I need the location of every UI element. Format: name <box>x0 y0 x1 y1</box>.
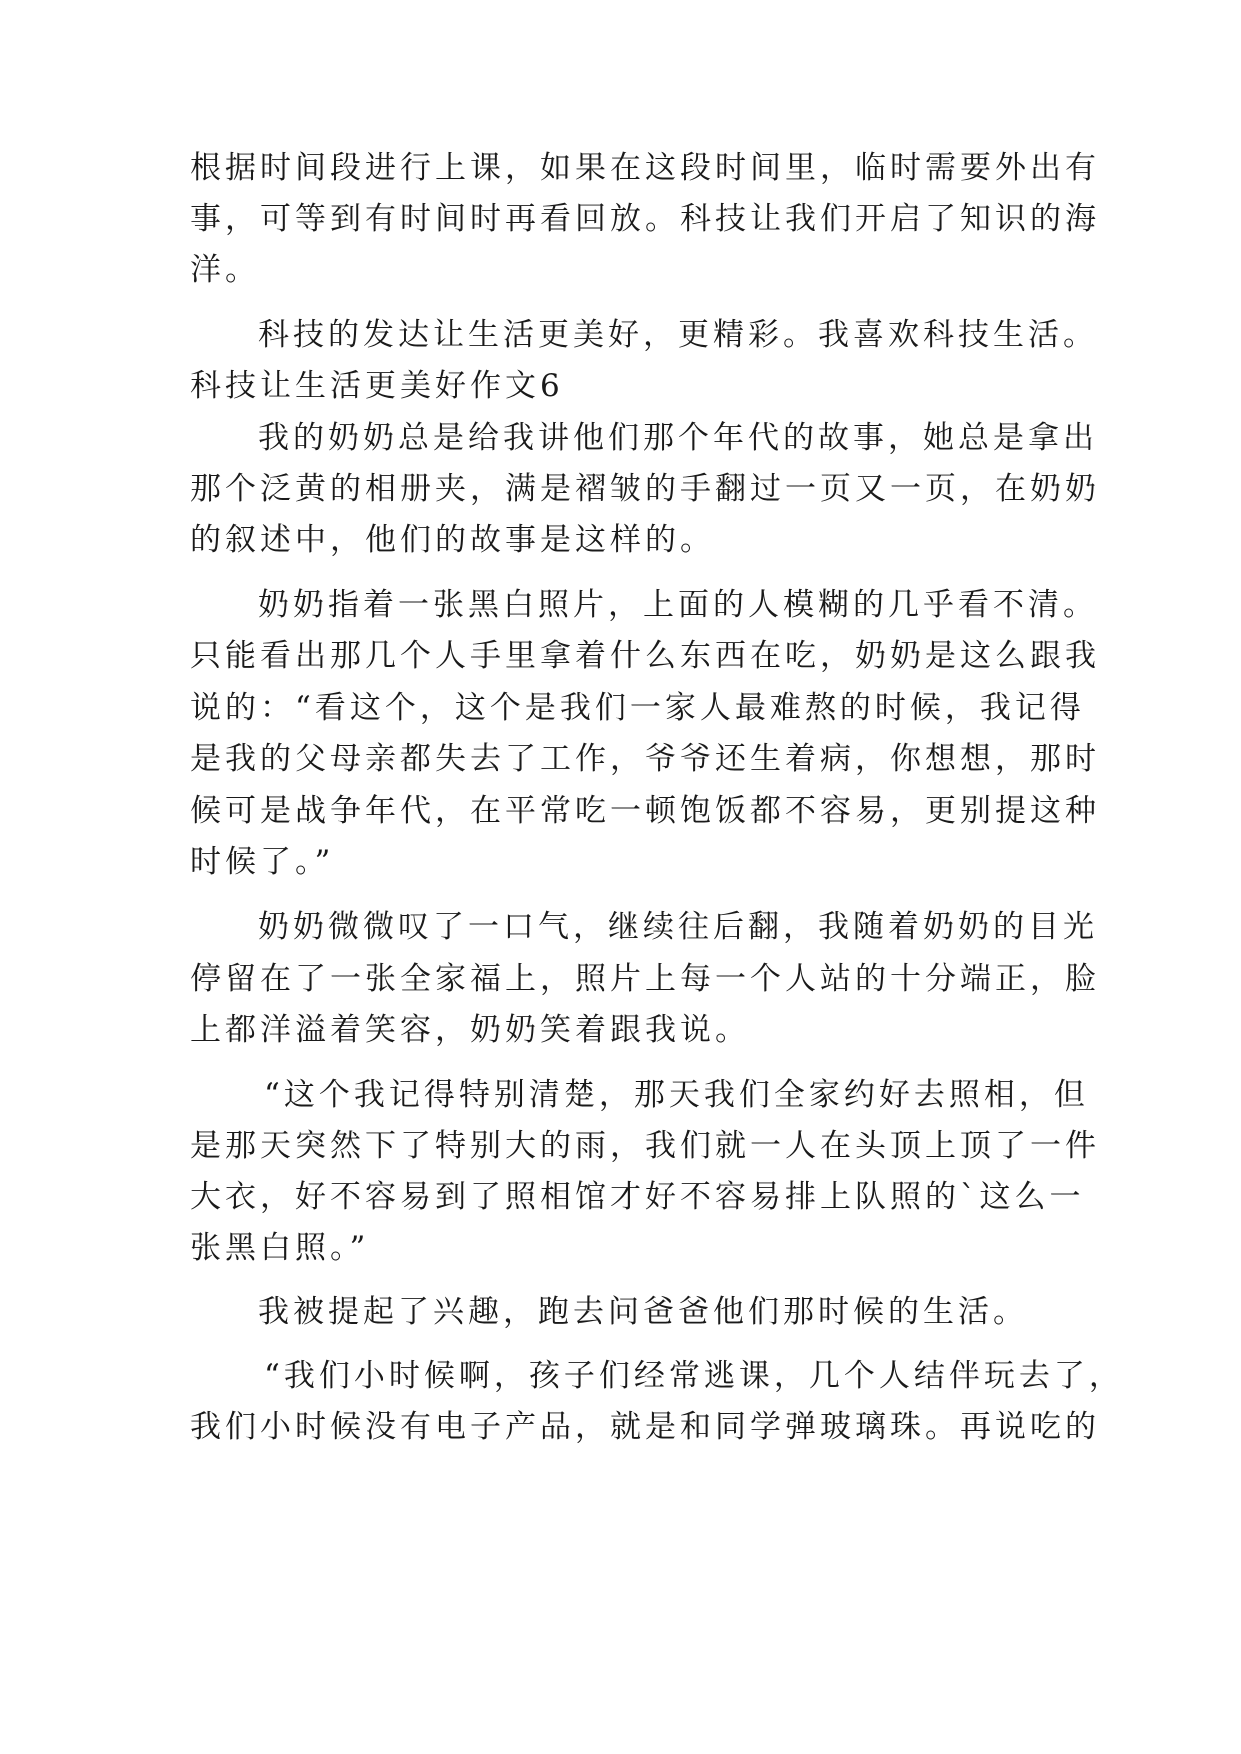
text-line: 的叙述中，他们的故事是这样的。 <box>190 522 715 558</box>
text-line: 候可是战争年代，在平常吃一顿饱饭都不容易，更别提这种 <box>190 793 1100 829</box>
text-line: 事，可等到有时间时再看回放。科技让我们开启了知识的海 <box>190 201 1100 237</box>
text-line: 停留在了一张全家福上，照片上每一个人站的十分端正，脸 <box>190 961 1100 997</box>
text-line: 说的：“看这个，这个是我们一家人最难熬的时候，我记得 <box>190 690 1085 726</box>
text-line: 我被提起了兴趣，跑去问爸爸他们那时候的生活。 <box>258 1294 1028 1330</box>
text-line: 奶奶指着一张黑白照片，上面的人模糊的几乎看不清。 <box>258 587 1098 623</box>
text-line: 是我的父母亲都失去了工作，爷爷还生着病，你想想，那时 <box>190 741 1100 777</box>
section-heading: 科技让生活更美好作文6 <box>190 368 564 404</box>
text-line: 张黑白照。” <box>190 1230 370 1266</box>
text-line: 大衣，好不容易到了照相馆才好不容易排上队照的`这么一 <box>190 1179 1085 1215</box>
text-line: 科技的发达让生活更美好，更精彩。我喜欢科技生活。 <box>258 317 1098 353</box>
text-line: 洋。 <box>190 252 260 288</box>
text-line: 是那天突然下了特别大的雨，我们就一人在头顶上顶了一件 <box>190 1128 1100 1164</box>
text-line: 只能看出那几个人手里拿着什么东西在吃，奶奶是这么跟我 <box>190 638 1100 674</box>
text-line: 时候了。” <box>190 844 335 880</box>
text-line: “这个我记得特别清楚，那天我们全家约好去照相，但 <box>264 1077 1089 1113</box>
text-line: 奶奶微微叹了一口气，继续往后翻，我随着奶奶的目光 <box>258 909 1098 945</box>
text-line: “我们小时候啊，孩子们经常逃课，几个人结伴玩去了， <box>264 1358 1124 1394</box>
text-line: 我们小时候没有电子产品，就是和同学弹玻璃珠。再说吃的 <box>190 1409 1100 1445</box>
text-line: 我的奶奶总是给我讲他们那个年代的故事，她总是拿出 <box>258 420 1098 456</box>
text-line: 上都洋溢着笑容，奶奶笑着跟我说。 <box>190 1012 750 1048</box>
text-line: 根据时间段进行上课，如果在这段时间里，临时需要外出有 <box>190 150 1100 186</box>
text-line: 那个泛黄的相册夹，满是褶皱的手翻过一页又一页，在奶奶 <box>190 471 1100 507</box>
